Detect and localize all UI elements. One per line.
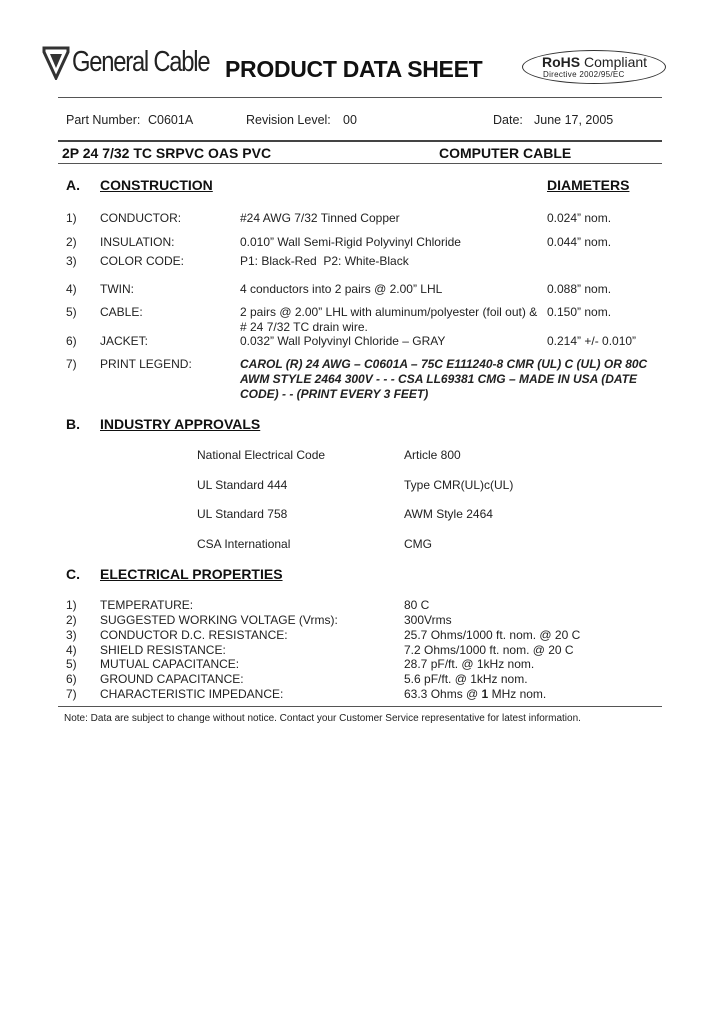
construction-heading: CONSTRUCTION <box>100 177 213 193</box>
electrical-row-value: 28.7 pF/ft. @ 1kHz nom. <box>404 657 535 671</box>
electrical-row-value: 63.3 Ohms @ 1 MHz nom. <box>404 687 547 701</box>
approvals-heading: INDUSTRY APPROVALS <box>100 416 261 432</box>
construction-row-desc: 0.010” Wall Semi-Rigid Polyvinyl Chloride <box>240 235 461 249</box>
electrical-row-label: CONDUCTOR D.C. RESISTANCE: <box>100 628 288 642</box>
electrical-letter: C. <box>66 566 80 582</box>
meta-rule <box>58 140 662 142</box>
approval-name: CSA International <box>197 537 291 551</box>
approvals-letter: B. <box>66 416 80 432</box>
construction-row-num: 2) <box>66 235 77 249</box>
approval-value: Article 800 <box>404 448 461 462</box>
electrical-row-label: CHARACTERISTIC IMPEDANCE: <box>100 687 284 701</box>
date-value: June 17, 2005 <box>534 113 614 127</box>
date-label: Date: <box>493 113 523 127</box>
electrical-row-num: 7) <box>66 687 77 701</box>
page-title: PRODUCT DATA SHEET <box>225 56 483 82</box>
construction-row-label: COLOR CODE: <box>100 254 185 268</box>
construction-row-label: CABLE: <box>100 305 143 319</box>
construction-row-num: 3) <box>66 254 77 268</box>
construction-row-label: CONDUCTOR: <box>100 211 182 225</box>
construction-row-desc-cont: # 24 7/32 TC drain wire. <box>240 320 368 334</box>
electrical-row-value: 7.2 Ohms/1000 ft. nom. @ 20 C <box>404 643 574 657</box>
general-cable-logo-icon <box>42 46 70 80</box>
footer-rule <box>58 706 662 707</box>
construction-row-num: 5) <box>66 305 77 319</box>
construction-row-label: INSULATION: <box>100 235 175 249</box>
construction-row-num: 1) <box>66 211 77 225</box>
electrical-heading: ELECTRICAL PROPERTIES <box>100 566 283 582</box>
construction-letter: A. <box>66 177 80 193</box>
approval-value: Type CMR(UL)c(UL) <box>404 478 514 492</box>
construction-row-desc: 2 pairs @ 2.00” LHL with aluminum/polyester (foil out) & <box>240 305 538 319</box>
electrical-row-num: 6) <box>66 672 77 686</box>
electrical-row-value: 25.7 Ohms/1000 ft. nom. @ 20 C <box>404 628 581 642</box>
electrical-row-label: SHIELD RESISTANCE: <box>100 643 226 657</box>
diameters-heading: DIAMETERS <box>547 177 630 193</box>
company-name: General Cable <box>72 46 210 78</box>
rohs-label: RoHS Compliant <box>542 54 648 70</box>
construction-row-desc: #24 AWG 7/32 Tinned Copper <box>240 211 400 225</box>
disclaimer-note: Note: Data are subject to change without notice. Contact your Customer Service representative for latest information. <box>64 713 581 724</box>
electrical-row-num: 4) <box>66 643 77 657</box>
approval-value: CMG <box>404 537 432 551</box>
approval-name: UL Standard 758 <box>197 507 288 521</box>
electrical-row-value: 300Vrms <box>404 613 452 627</box>
construction-row-desc: 4 conductors into 2 pairs @ 2.00” LHL <box>240 282 443 296</box>
construction-row-diam: 0.214” +/- 0.010” <box>547 334 637 348</box>
electrical-row-label: GROUND CAPACITANCE: <box>100 672 244 686</box>
electrical-row-label: TEMPERATURE: <box>100 598 194 612</box>
construction-row-diam: 0.150” nom. <box>547 305 612 319</box>
construction-row-desc: P1: Black-Red P2: White-Black <box>240 254 409 268</box>
construction-row-num: 6) <box>66 334 77 348</box>
part-number-value: C0601A <box>148 113 194 127</box>
electrical-row-value: 80 C <box>404 598 430 612</box>
print-legend-label: PRINT LEGEND: <box>100 357 192 371</box>
electrical-row-num: 1) <box>66 598 77 612</box>
revision-value: 00 <box>343 113 357 127</box>
electrical-row-num: 5) <box>66 657 77 671</box>
construction-row-diam: 0.088” nom. <box>547 282 612 296</box>
construction-row-label: JACKET: <box>100 334 149 348</box>
electrical-row-num: 3) <box>66 628 77 642</box>
part-number-label: Part Number: <box>66 113 141 127</box>
electrical-row-value: 5.6 pF/ft. @ 1kHz nom. <box>404 672 528 686</box>
product-type: COMPUTER CABLE <box>439 145 572 161</box>
electrical-row-num: 2) <box>66 613 77 627</box>
construction-row-diam: 0.044” nom. <box>547 235 612 249</box>
revision-label: Revision Level: <box>246 113 331 127</box>
approval-name: National Electrical Code <box>197 448 326 462</box>
construction-row-num: 7) <box>66 357 77 371</box>
approval-name: UL Standard 444 <box>197 478 288 492</box>
product-name: 2P 24 7/32 TC SRPVC OAS PVC <box>62 145 272 161</box>
print-legend-text: CAROL (R) 24 AWG – C0601A – 75C E111240-8 CMR (UL) C (UL) OR 80C AWM STYLE 2464 300V - - - CSA LL69381 CMG – MADE IN USA (DATE CODE) - - (PRINT EVERY 3 FEET) <box>240 357 648 401</box>
construction-row-desc: 0.032” Wall Polyvinyl Chloride – GRAY <box>240 334 446 348</box>
rohs-directive: Directive 2002/95/EC <box>543 70 625 79</box>
product-rule <box>58 163 662 164</box>
approval-value: AWM Style 2464 <box>404 507 493 521</box>
construction-row-label: TWIN: <box>100 282 134 296</box>
electrical-row-label: SUGGESTED WORKING VOLTAGE (Vrms): <box>100 613 338 627</box>
construction-row-diam: 0.024” nom. <box>547 211 612 225</box>
electrical-row-label: MUTUAL CAPACITANCE: <box>100 657 240 671</box>
header-rule <box>58 97 662 98</box>
construction-row-num: 4) <box>66 282 77 296</box>
